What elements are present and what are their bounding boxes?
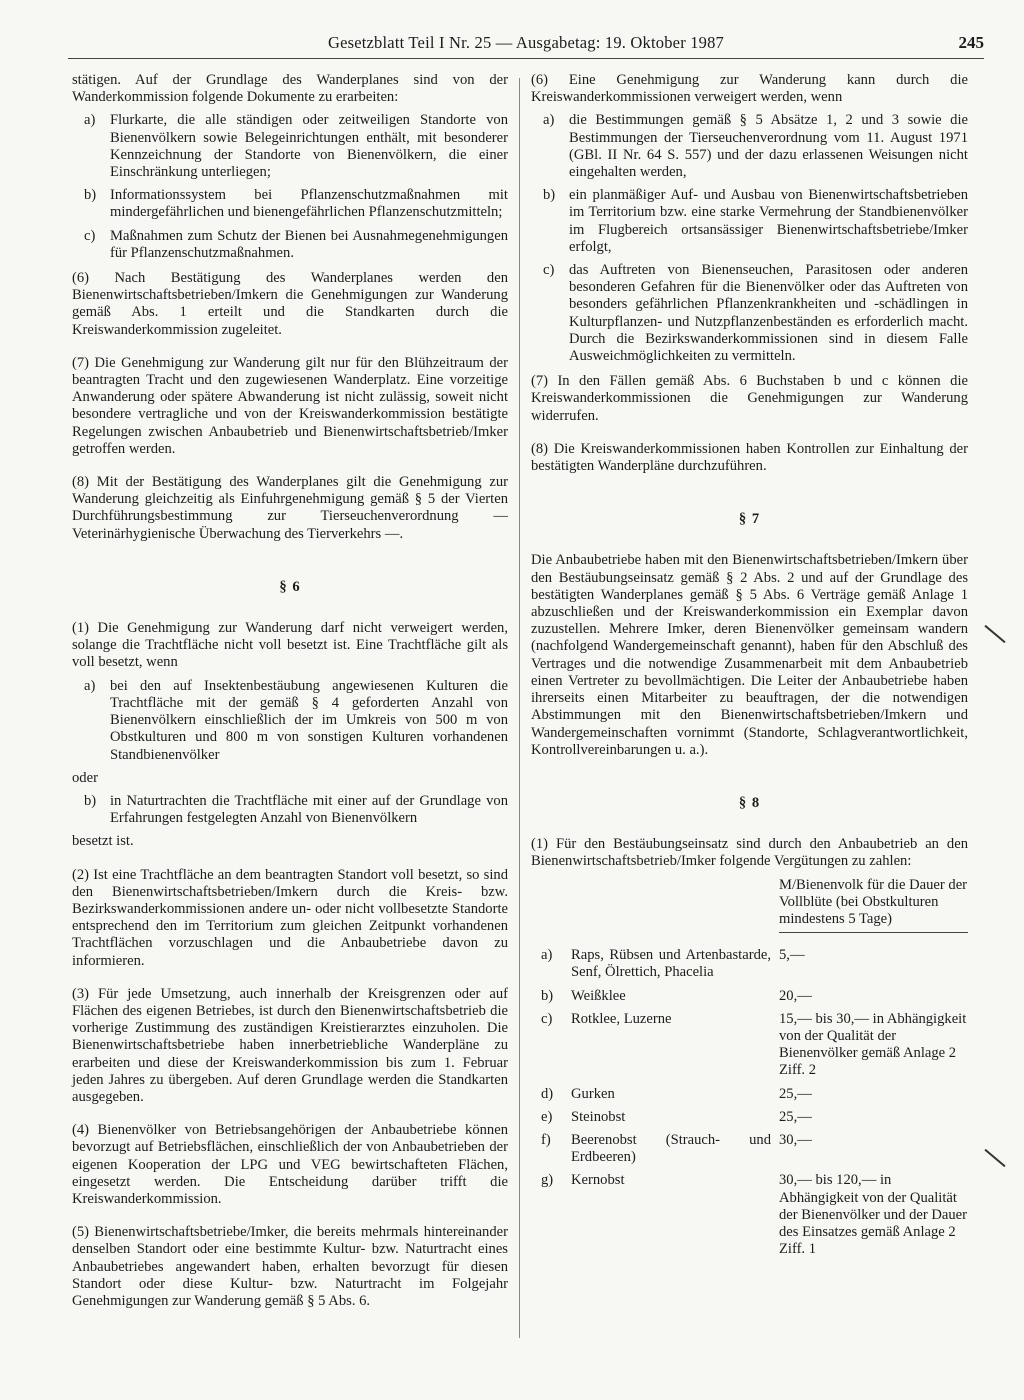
s6-paragraph-8: (8) Die Kreiswanderkommissionen haben Kontrollen zur Einhaltung der bestätigten Wanderpläne durchzuführen. (531, 440, 968, 475)
margin-scan-mark (984, 1149, 1005, 1167)
table-row (531, 1011, 968, 1086)
margin-scan-mark (984, 625, 1005, 643)
fee-crop: Weißklee (571, 987, 626, 1004)
list-item (72, 228, 508, 262)
list-item (531, 262, 968, 365)
item-text: ein planmäßiger Auf- und Ausbau von Bienenwirtschaftsbetrieben im Territorium bzw. eine starke Vermehrung der Standbienenvölker im Flugbereich ortsansässiger Bienenwirtschaftsbetriebe/Imker erfolgt, (569, 187, 968, 255)
s8-paragraph-1: (1) Für den Bestäubungseinsatz sind durch den Anbaubetrieb an den Bienenwirtschaftsbetrieb/Imker folgende Vergütungen zu zahlen: (531, 836, 968, 870)
fee-amount: 25,— (779, 1108, 812, 1125)
fee-label: g) (541, 1172, 554, 1189)
right-column (531, 72, 968, 1264)
s6-paragraph-6: (6) Eine Genehmigung zur Wanderung kann durch die Kreiswanderkommissionen verweigert werden, wenn (531, 72, 968, 106)
item-text: das Auftreten von Bienenseuchen, Parasitosen oder anderen besonderen Gefahren für die Bienenvölker oder das Auftreten von besonders gefährlichen Pflanzenkrankheiten und -schädlingen in Kulturpflanzen- und Nutzpflanzenbeständen es erforderlich macht. Durch die Bezirkswanderkommissionen sind in diesem Falle Ausweichmöglichkeiten zu vermitteln. (569, 262, 968, 365)
fee-label: d) (541, 1085, 554, 1102)
left-column (72, 72, 508, 1326)
fee-label: c) (541, 1010, 553, 1027)
item-text: Flurkarte, die alle ständigen oder zeitweiligen Standorte von Bienenvölkern sowie Belegeinrichtungen enthält, mit besonderer Kennzeichnung der Standorte von Bienenvölkern, die einer Einschränkung unterliegen; (110, 112, 508, 181)
item-label: a) (84, 112, 96, 129)
item-label: c) (543, 262, 555, 279)
s6-paragraph-4: (4) Bienenvölker von Betriebsangehörigen der Anbaubetriebe können bevorzugt auf Betriebsflächen, einschließlich der von Anbaubetrieben der eigenen Kooperation der LPG und VEG bewirtschafteten Flächen, eingesetzt werden. Die Entscheidung darüber trifft die Kreiswanderkommission. (72, 1122, 508, 1207)
fee-crop: Steinobst (571, 1108, 626, 1125)
item-label: b) (84, 187, 97, 204)
page-header (68, 33, 984, 59)
table-row (531, 1086, 968, 1109)
fee-label: b) (541, 987, 554, 1004)
list-item (72, 112, 508, 181)
s6-paragraph-7: (7) In den Fällen gemäß Abs. 6 Buchstaben b und c können die Kreiswanderkommissionen die Genehmigungen zur Wanderung widerrufen. (531, 373, 968, 424)
fee-amount: 15,— bis 30,— in Abhängigkeit von der Qualität der Bienenvölker gemäß Anlage 2 Ziff. 2 (779, 1010, 967, 1079)
list-item (72, 793, 508, 827)
section-heading-8: § 8 (738, 794, 761, 811)
fee-crop: Rotklee, Luzerne (571, 1010, 672, 1027)
column-divider (519, 78, 520, 1338)
item-text: in Naturtrachten die Trachtfläche mit einer auf der Grundlage von Erfahrungen festgelegten Anzahl von Bienenvölkern (110, 792, 508, 827)
fee-label: a) (541, 947, 553, 964)
header-title: Gesetzblatt Teil I Nr. 25 — Ausgabetag: 19. Oktober 1987 (327, 33, 725, 52)
item-text: bei den auf Insektenbestäubung angewiesenen Kulturen die Trachtfläche mit der gemäß § 4 geforderten Anzahl von Bienenvölkern einschließlich der im Umkreis von 500 m von Obstkulturen und 800 m von sonstigen Kulturen vorhandenen Standbienenvölker (110, 677, 508, 763)
fee-amount: 5,— (779, 947, 805, 964)
fee-table-header-row (531, 877, 968, 948)
s6-paragraph-1: (1) Die Genehmigung zur Wanderung darf nicht verweigert werden, solange die Trachtfläche nicht voll besetzt ist. Eine Trachtfläche gilt als voll besetzt, wenn (72, 620, 508, 671)
item-label: a) (543, 112, 555, 129)
fee-crop: Beerenobst (Strauch- und Erdbeeren) (571, 1131, 771, 1166)
s6-paragraph-2: (2) Ist eine Trachtfläche an dem beantragten Standort voll besetzt, so sind den Bienenwirtschaftsbetrieben/Imkern durch die Kreis- bzw. Bezirkswanderkommissionen andere un- oder nicht vollbesetzte Standorte entsprechend den im Territorium zum gleichen Zeitpunkt vorhandenen Trachtflächen vorzuschlagen und die Anbaubetriebe davon zu informieren. (72, 866, 508, 969)
fee-amount: 25,— (779, 1085, 812, 1102)
intro-paragraph: stätigen. Auf der Grundlage des Wanderplanes sind von der Wanderkommission folgende Dokumente zu erarbeiten: (72, 72, 508, 106)
table-row (531, 1172, 968, 1264)
refusal-list (531, 112, 968, 365)
item-label: b) (84, 792, 97, 809)
list-item (72, 187, 508, 221)
intro-list (72, 112, 508, 262)
table-row (531, 1132, 968, 1172)
header-rule (68, 58, 984, 59)
fee-crop: Gurken (571, 1085, 615, 1102)
list-item (531, 187, 968, 256)
fee-label: f) (541, 1131, 551, 1148)
fee-amount: 30,— bis 120,— in Abhängigkeit von der Qualität der Bienenvölker und der Dauer des Einsatzes gemäß Anlage 2 Ziff. 1 (779, 1172, 968, 1258)
s7-paragraph-1: Die Anbaubetriebe haben mit den Bienenwirtschaftsbetrieben/Imkern über den Bestäubungseinsatz gemäß § 2 Abs. 2 und auf der Grundlage des bestätigten Wanderplanes gemäß § 5 Abs. 6 Verträge gemäß Anlage 1 abzuschließen und der Kreiswanderkommission ein Exemplar davon zuzustellen. Mehrere Imker, deren Bienenvölker gemeinsam wandern (nachfolgend Wandergemeinschaft genannt), haben für den Abschluß des Vertrages und die notwendige Zusammenarbeit mit dem Anbaubetrieb einen Vertreter zu bevollmächtigen. Die Leiter der Anbaubetriebe haben ihrerseits einen Mitarbeiter zu beauftragen, der die notwendigen Abstimmungen mit den Bienenwirtschaftsbetrieben/Imkern und Wandergemeinschaften vornimmt (Standorte, Schlagverantwortlichkeit, Kontrollvereinbarungen u. a.). (531, 552, 968, 758)
item-text: die Bestimmungen gemäß § 5 Absätze 1, 2 und 3 sowie die Bestimmungen der Tierseuchenverordnung vom 11. August 1971 (GBl. II Nr. 64 S. 557) und der dazu erlassenen Weisungen nicht eingehalten werden, (569, 112, 968, 181)
list-item (531, 112, 968, 181)
table-row (531, 988, 968, 1011)
section-heading-7: § 7 (738, 511, 761, 528)
fee-crop: Kernobst (571, 1172, 625, 1189)
item-label: a) (84, 677, 96, 694)
page-number: 245 (958, 33, 984, 52)
item-label: c) (84, 227, 96, 244)
s6-paragraph-3: (3) Für jede Umsetzung, auch innerhalb der Kreisgrenzen oder auf Flächen des eigenen Betriebes, ist durch den Bienenwirtschaftsbetrieb die vorherige Zustimmung des zuständigen Kreistierarztes einzuholen. Die Bienenwirtschaftsbetriebe haben innerbetriebliche Wanderpläne zu erarbeiten und diese der Kreiswanderkommission bis zum 1. Februar jeden Jahres zu übergeben. Auf deren Grundlage werden die Standkarten ausgegeben. (72, 985, 508, 1105)
item-text: Informationssystem bei Pflanzenschutzmaßnahmen mit mindergefährlichen und bienengefährlichen Pflanzenschutzmitteln; (110, 187, 508, 221)
fee-amount: 30,— (779, 1131, 812, 1148)
table-row (531, 947, 968, 987)
fee-amount: 20,— (779, 987, 812, 1004)
fee-table (531, 877, 968, 1265)
list-item (72, 678, 508, 764)
s6-paragraph-5: (5) Bienenwirtschaftsbetriebe/Imker, die bereits mehrmals hintereinander denselben Standort oder eine bestimmte Kultur- bzw. Naturtracht eines Anbaubetriebes angewandert haben, erhalten bevorzugt für diesen Standort oder diese Kultur- bzw. Naturtracht im Folgejahr Genehmigungen zur Wanderung gemäß § 5 Abs. 6. (72, 1224, 508, 1309)
paragraph-8: (8) Mit der Bestätigung des Wanderplanes gilt die Genehmigung zur Wanderung gleichzeitig als Einfuhrgenehmigung gemäß § 5 der Vierten Durchführungsbestimmung zur Tierseuchenverordnung — Veterinärhygienische Überwachung des Tierverkehrs —. (72, 474, 508, 542)
section-heading-6: § 6 (279, 578, 301, 595)
fee-label: e) (541, 1108, 553, 1125)
fee-crop: Raps, Rübsen und Artenbastarde, Senf, Ölrettich, Phacelia (571, 947, 771, 981)
paragraph-7: (7) Die Genehmigung zur Wanderung gilt nur für den Blühzeitraum der beantragten Tracht und den zugewiesenen Wanderplatz. Eine vorzeitige Anwanderung oder spätere Abwanderung ist nicht zulässig, soweit nicht besondere vertragliche und von der Kreiswanderkommission bestätigte Regelungen zwischen Anbaubetrieb und Bienenwirtschaftsbetrieb/Imker getroffen werden. (72, 354, 508, 457)
table-row (531, 1109, 968, 1132)
besetzt-line: besetzt ist. (72, 833, 134, 850)
fee-column-header: M/Bienenvolk für die Dauer der Vollblüte (bei Obstkulturen mindestens 5 Tage) (779, 877, 968, 934)
paragraph-6: (6) Nach Bestätigung des Wanderplanes werden den Bienenwirtschaftsbetrieben/Imkern die Genehmigungen zur Wanderung gemäß Abs. 1 erteilt und die Standkarten durch die Kreiswanderkommission zugeleitet. (72, 270, 508, 338)
item-label: b) (543, 187, 556, 204)
conjunction-oder: oder (72, 769, 98, 786)
item-text: Maßnahmen zum Schutz der Bienen bei Ausnahmegenehmigungen für Pflanzenschutzmaßnahmen. (110, 227, 508, 261)
